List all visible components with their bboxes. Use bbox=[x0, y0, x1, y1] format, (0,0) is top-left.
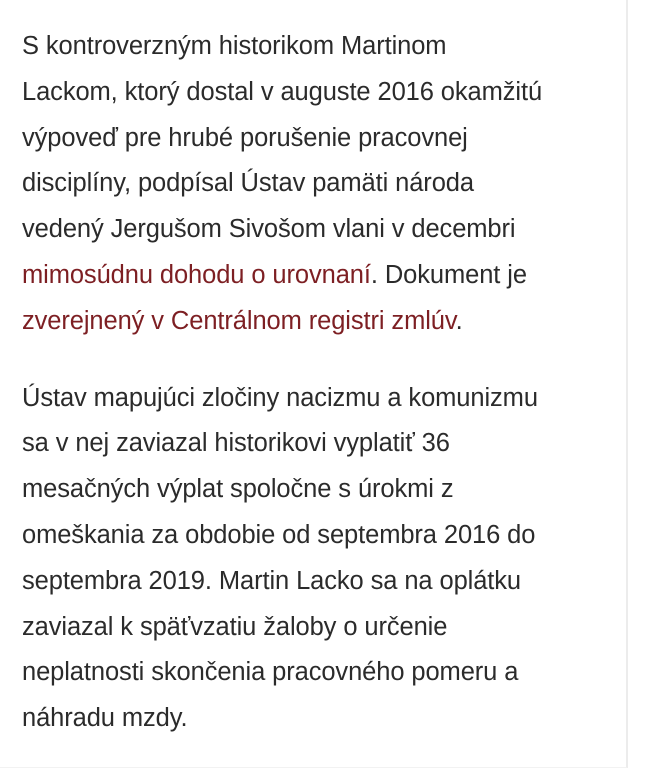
settlement-trailing-text: . Dokument je bbox=[370, 260, 527, 289]
contract-register-link[interactable]: zverejnený v Centrálnom registri zmlúv bbox=[22, 306, 456, 335]
paragraph-1-line-3: výpoveď pre hrubé porušenie pracovnej bbox=[22, 123, 468, 152]
paragraph-2-line-3: mesačných výplat spoločne s úrokmi z bbox=[22, 475, 454, 504]
settlement-agreement-link[interactable]: mimosúdnu dohodu o urovnaní bbox=[22, 260, 371, 289]
paragraph-1-line-2: Lackom, ktorý dostal v auguste 2016 okamžitú bbox=[22, 77, 543, 106]
paragraph-2-line-1: Ústav mapujúci zločiny nacizmu a komunizmu bbox=[22, 383, 538, 412]
paragraph-1-line-6 bbox=[22, 253, 622, 299]
article-body bbox=[22, 24, 622, 742]
paragraph-1-line-1: S kontroverzným historikom Martinom bbox=[22, 32, 447, 60]
paragraph-2-line-8: náhradu mzdy. bbox=[22, 704, 188, 733]
paragraph-2-line-5: septembra 2019. Martin Lacko sa na oplátku bbox=[22, 566, 522, 595]
paragraph-1 bbox=[22, 24, 622, 345]
paragraph-2 bbox=[22, 376, 622, 742]
paragraph-1-line-5: vedený Jergušom Sivošom vlani v decembri bbox=[22, 215, 516, 244]
register-trailing-text: . bbox=[455, 306, 463, 335]
paragraph-2-line-7: neplatnosti skončenia pracovného pomeru a bbox=[22, 658, 519, 687]
paragraph-2-line-4: omeškania za obdobie od septembra 2016 do bbox=[22, 520, 536, 549]
paragraph-2-line-2: sa v nej zaviazal historikovi vyplatiť 36 bbox=[22, 429, 450, 458]
paragraph-2-line-6: zaviazal k späťvzatiu žaloby o určenie bbox=[22, 612, 448, 641]
paragraph-1-line-7 bbox=[22, 299, 622, 345]
paragraph-1-line-4: disciplíny, podpísal Ústav pamäti národa bbox=[22, 169, 474, 198]
